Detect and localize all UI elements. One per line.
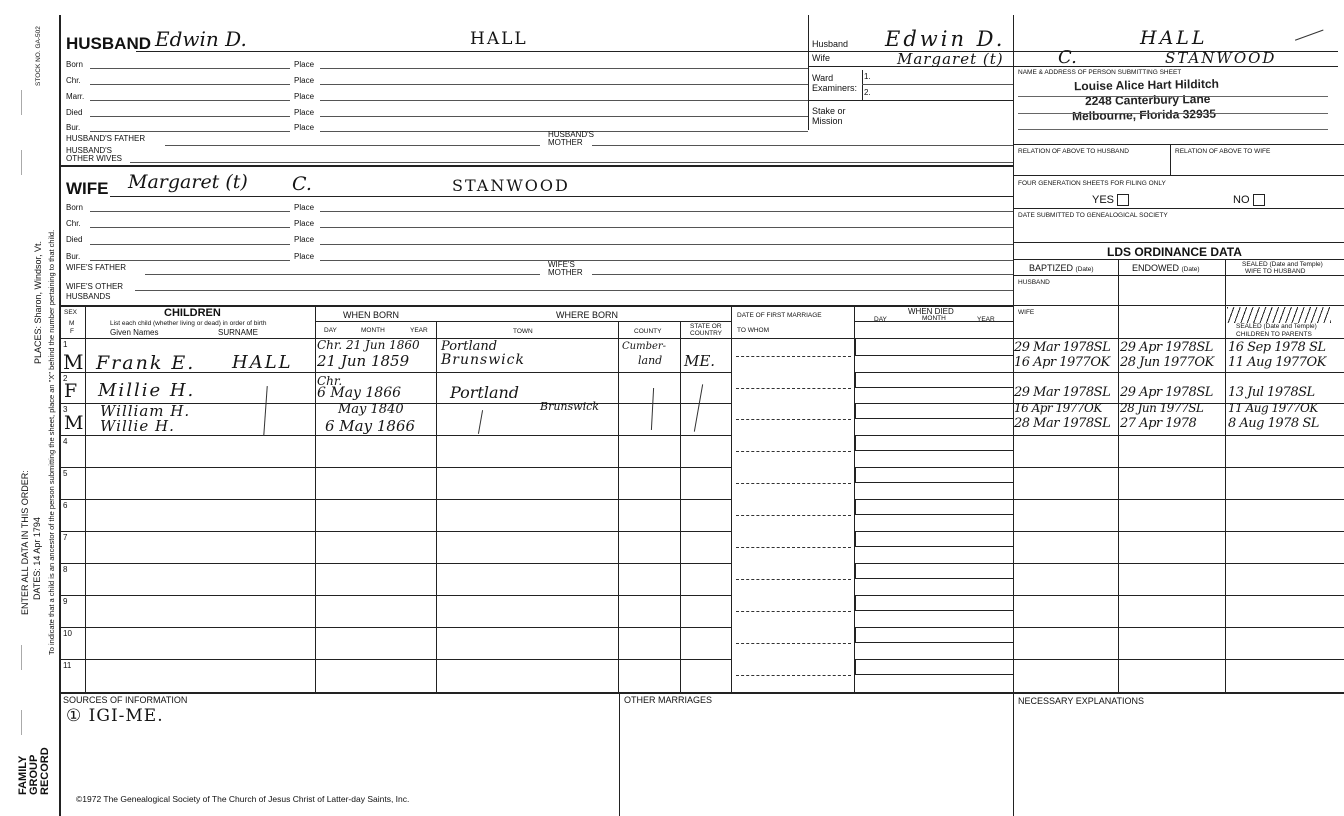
baptized-date[interactable]: 29 Mar 1978SL (1014, 385, 1111, 400)
child-sex[interactable]: M (64, 412, 84, 434)
sealed-header: SEALED (Date and Temple) (1242, 261, 1323, 268)
bur-label: Bur. (66, 252, 81, 261)
form-title: FAMILY GROUP RECORD (17, 747, 51, 795)
lds-header: LDS ORDINANCE DATA (1107, 245, 1242, 259)
sealed-date[interactable]: 11 Aug 1977OK (1228, 355, 1326, 370)
place-label: Place (294, 60, 315, 69)
child-sex[interactable]: F (64, 380, 78, 402)
sex-f-header: F (70, 328, 74, 335)
husbands-other-wives-label: HUSBAND'S (66, 146, 112, 155)
no-option[interactable]: NO (1233, 194, 1265, 206)
child-number: 9 (63, 597, 68, 606)
places-instruction: PLACES: Sharon, Windsor, Vt. (33, 240, 43, 364)
year-header: YEAR (410, 327, 428, 334)
lds-wife-label: WIFE (1018, 309, 1035, 316)
chr-label: Chr. (66, 219, 81, 228)
baptized-date[interactable]: 16 Apr 1977OK (1014, 355, 1110, 370)
given-names-header: Given Names (110, 328, 159, 337)
child-number: 5 (63, 469, 68, 478)
child-surname[interactable]: HALL (232, 352, 293, 373)
mission-label: Mission (812, 116, 843, 126)
place-label: Place (294, 203, 315, 212)
header-husband-name[interactable]: Edwin D. (885, 27, 1006, 51)
place-label: Place (294, 76, 315, 85)
endowed-date[interactable]: 29 Apr 1978SL (1120, 340, 1213, 355)
died-year-header: YEAR (977, 316, 995, 323)
when-died-header: WHEN DIED (908, 307, 954, 316)
chr-label: Chr. (66, 76, 81, 85)
wifes-mother-label: MOTHER (548, 268, 583, 277)
examiner-2: 2. (864, 88, 871, 97)
order-instruction: ENTER ALL DATA IN THIS ORDER: (20, 470, 30, 615)
sources-label: SOURCES OF INFORMATION (63, 695, 188, 705)
born-label: Born (66, 203, 83, 212)
husband-label: HUSBAND (66, 34, 151, 53)
where-born-header: WHERE BORN (556, 310, 619, 320)
header-wife-name[interactable]: Margaret (t) (897, 50, 1004, 68)
other-marriages-label: OTHER MARRIAGES (624, 695, 713, 705)
header-wife-surname[interactable]: STANWOOD (1165, 49, 1277, 67)
header-husband-surname[interactable]: HALL (1140, 27, 1208, 49)
submitter-street[interactable]: 2248 Canterbury Lane (1084, 91, 1211, 109)
wife-surname[interactable]: STANWOOD (452, 176, 570, 195)
died-month-header: MONTH (922, 315, 946, 322)
relation-husband-label: RELATION OF ABOVE TO HUSBAND (1018, 148, 1129, 155)
child-county[interactable]: land (638, 354, 663, 367)
four-gen-label: FOUR GENERATION SHEETS FOR FILING ONLY (1018, 180, 1166, 187)
child-born-date[interactable]: 6 May 1866 (325, 417, 416, 435)
child-born-date[interactable]: Chr. (317, 374, 343, 388)
child-born-date[interactable]: 21 Jun 1859 (317, 352, 410, 370)
child-given-name[interactable]: William H. (100, 402, 191, 420)
husbands-mother-label: HUSBAND'S (548, 130, 594, 139)
first-marriage-header: DATE OF FIRST MARRIAGE (737, 312, 822, 319)
child-given-name[interactable]: Millie H. (98, 380, 196, 401)
sources-text[interactable]: ① IGI-ME. (66, 706, 164, 726)
child-county[interactable]: Cumber- (622, 341, 667, 352)
child-number: 7 (63, 533, 68, 542)
sealed-date[interactable]: 16 Sep 1978 SL (1228, 340, 1326, 355)
endowed-date[interactable]: 28 Jun 1977SL (1120, 401, 1204, 415)
died-label: Died (66, 235, 83, 244)
endowed-date[interactable]: 28 Jun 1977OK (1120, 355, 1214, 370)
wifes-father-label: WIFE'S FATHER (66, 263, 127, 272)
marr-label: Marr. (66, 92, 85, 101)
sealed-date[interactable]: 8 Aug 1978 SL (1228, 416, 1319, 431)
sex-m-header: M (69, 320, 75, 327)
child-town[interactable]: Brunswick (441, 352, 525, 368)
bur-label: Bur. (66, 123, 81, 132)
header-wife-label: Wife (812, 53, 830, 63)
child-number: 11 (63, 661, 72, 670)
husbands-other-wives-label: OTHER WIVES (66, 154, 123, 163)
hatched-area (1227, 307, 1331, 323)
place-label: Place (294, 108, 315, 117)
day-header: DAY (324, 327, 337, 334)
necessary-explanations-label: NECESSARY EXPLANATIONS (1018, 696, 1145, 706)
submitter-city[interactable]: Melbourne, Florida 32935 (1071, 106, 1217, 124)
child-town[interactable]: Portland (441, 339, 498, 354)
husband-surname[interactable]: HALL (470, 29, 528, 49)
examiners-label: Examiners: (812, 83, 858, 93)
copyright: ©1972 The Genealogical Society of The Church of Jesus Christ of Latter-day Saints, Inc. (76, 794, 410, 804)
wife-middle-initial[interactable]: C. (292, 173, 312, 195)
header-wife-middle[interactable]: C. (1058, 47, 1077, 68)
baptized-header: BAPTIZED (Date) (1029, 263, 1094, 273)
died-label: Died (66, 108, 83, 117)
ward-label: Ward (812, 73, 834, 83)
husbands-father-label: HUSBAND'S FATHER (66, 134, 146, 143)
wife-given-name[interactable]: Margaret (t) (128, 171, 248, 193)
child-number: 8 (63, 565, 68, 574)
sealed-children-header: CHILDREN TO PARENTS (1236, 331, 1312, 338)
county-header: COUNTY (634, 328, 662, 335)
place-label: Place (294, 252, 315, 261)
stake-label: Stake or (812, 106, 846, 116)
child-sex[interactable]: M (63, 350, 84, 374)
endowed-header: ENDOWED (Date) (1132, 263, 1200, 273)
sealed-date[interactable]: 11 Aug 1977OK (1228, 401, 1318, 415)
yes-option[interactable]: YES (1092, 194, 1129, 206)
when-born-header: WHEN BORN (343, 310, 399, 320)
children-note: List each child (whether living or dead) in order of birth (110, 320, 267, 327)
surname-header: SURNAME (218, 328, 259, 337)
child-number: 1 (63, 340, 68, 349)
endowed-date[interactable]: 27 Apr 1978 (1120, 416, 1197, 431)
child-number: 3 (63, 405, 68, 414)
to-whom-header: TO WHOM (737, 327, 770, 334)
town-header: TOWN (513, 328, 533, 335)
checkmark-icon (1291, 17, 1324, 40)
yes-checkbox[interactable] (1117, 194, 1129, 206)
sealed-header: WIFE TO HUSBAND (1245, 268, 1306, 275)
wife-label: WIFE (66, 179, 109, 198)
child-born-date[interactable]: 6 May 1866 (317, 385, 402, 401)
child-town[interactable]: Brunswick (540, 400, 599, 413)
header-husband-label: Husband (812, 39, 849, 49)
place-label: Place (294, 219, 315, 228)
examiner-1: 1. (864, 72, 871, 81)
relation-wife-label: RELATION OF ABOVE TO WIFE (1175, 148, 1271, 155)
child-born-date[interactable]: May 1840 (338, 402, 404, 417)
died-day-header: DAY (874, 316, 887, 323)
ancestor-instruction: To indicate that a child is an ancestor of the person submitting the sheet, place an "X" behind the number pertaining to that child. (47, 229, 56, 655)
child-number: 10 (63, 629, 72, 638)
husbands-mother-label: MOTHER (548, 138, 583, 147)
place-label: Place (294, 123, 315, 132)
child-number: 6 (63, 501, 68, 510)
child-state[interactable]: ME. (684, 352, 716, 370)
lds-husband-label: HUSBAND (1018, 279, 1050, 286)
submitter-name[interactable]: Louise Alice Hart Hilditch (1073, 76, 1220, 94)
child-town[interactable]: Portland (450, 383, 520, 402)
children-header: CHILDREN (164, 307, 221, 319)
date-submitted-label: DATE SUBMITTED TO GENEALOGICAL SOCIETY (1018, 212, 1168, 219)
baptized-date[interactable]: 29 Mar 1978SL (1014, 340, 1111, 355)
month-header: MONTH (361, 327, 385, 334)
sex-header: SEX (64, 309, 78, 316)
stock-number: STOCK NO. GA-502 (35, 26, 42, 86)
born-label: Born (66, 60, 83, 69)
child-number: 2 (63, 374, 68, 383)
child-number: 4 (63, 437, 68, 446)
state-header: STATE OR (690, 323, 722, 330)
no-checkbox[interactable] (1253, 194, 1265, 206)
sealed-children-header: SEALED (Date and Temple) (1236, 323, 1317, 330)
child-given-name[interactable]: Willie H. (100, 417, 175, 435)
sealed-date[interactable]: 13 Jul 1978SL (1228, 385, 1315, 400)
wifes-mother-label: WIFE'S (548, 260, 575, 269)
child-born-date[interactable]: Chr. 21 Jun 1860 (317, 338, 420, 352)
baptized-date[interactable]: 28 Mar 1978SL (1014, 416, 1111, 431)
place-label: Place (294, 235, 315, 244)
state-header: COUNTRY (690, 330, 723, 337)
wifes-other-husbands-label: WIFE'S OTHER (66, 282, 124, 291)
wifes-other-husbands-label: HUSBANDS (66, 292, 111, 301)
submitter-label: NAME & ADDRESS OF PERSON SUBMITTING SHEET (1018, 69, 1182, 76)
baptized-date[interactable]: 16 Apr 1977OK (1014, 401, 1102, 415)
dates-instruction: DATES: 14 Apr 1794 (32, 517, 42, 600)
child-given-name[interactable]: Frank E. (96, 352, 196, 374)
husband-given-name[interactable]: Edwin D. (155, 27, 247, 51)
place-label: Place (294, 92, 315, 101)
endowed-date[interactable]: 29 Apr 1978SL (1120, 385, 1213, 400)
